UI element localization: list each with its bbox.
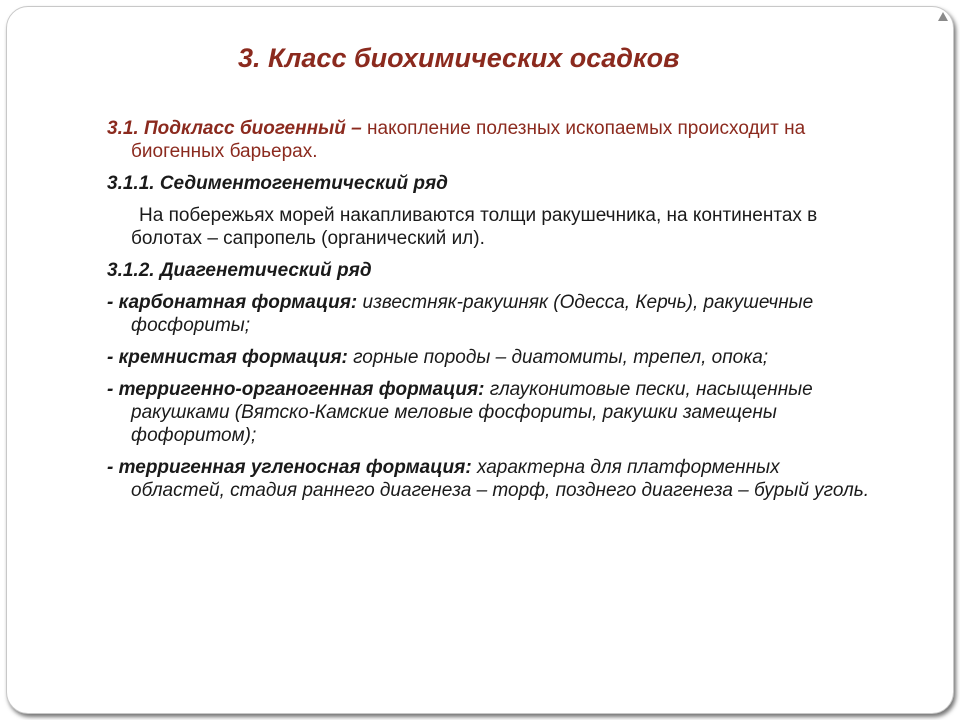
formation-siliceous-text: горные породы – диатомиты, трепел, опока;: [353, 347, 769, 368]
slide-body: [107, 117, 877, 511]
subclass-heading: 3.1. Подкласс биогенный –: [107, 118, 368, 139]
formation-coal-bearing: [107, 456, 877, 502]
formation-terrigenous-organogenic-label: - терригенно-органогенная формация:: [107, 379, 490, 400]
formation-terrigenous-organogenic-text: глауконитовые пески, насыщенные ракушками (Вятско-Камские меловые фосфориты, ракушки замещены фофоритом);: [131, 379, 813, 446]
formation-siliceous-label: - кремнистая формация:: [107, 347, 354, 368]
sedimentogenetic-heading: 3.1.1. Седиментогенетический ряд: [107, 173, 448, 194]
formation-terrigenous-organogenic: [107, 378, 877, 447]
formation-coal-bearing-text: характерна для платформенных областей, стадия раннего диагенеза – торф, позднего диагенеза – бурый уголь.: [131, 457, 869, 501]
triangle-bullet-icon: [938, 12, 948, 21]
formation-coal-bearing-label: - терригенная угленосная формация:: [107, 457, 477, 478]
formation-carbonate: [107, 291, 877, 337]
slide-title: 3. Класс биохимических осадков: [238, 43, 680, 73]
sedimentogenetic-text: На побережьях морей накапливаются толщи ракушечника, на континентах в болотах – сапропель (органический ил).: [131, 205, 818, 249]
formation-carbonate-label: - карбонатная формация:: [107, 292, 363, 313]
subclass-paragraph: [107, 117, 877, 163]
subclass-text: накопление полезных ископаемых происходит на биогенных барьерах.: [131, 118, 806, 162]
formation-carbonate-text: известняк-ракушняк (Одесса, Керчь), ракушечные фосфориты;: [131, 292, 814, 336]
diagenetic-heading: 3.1.2. Диагенетический ряд: [107, 260, 372, 281]
formation-siliceous: [107, 346, 877, 369]
